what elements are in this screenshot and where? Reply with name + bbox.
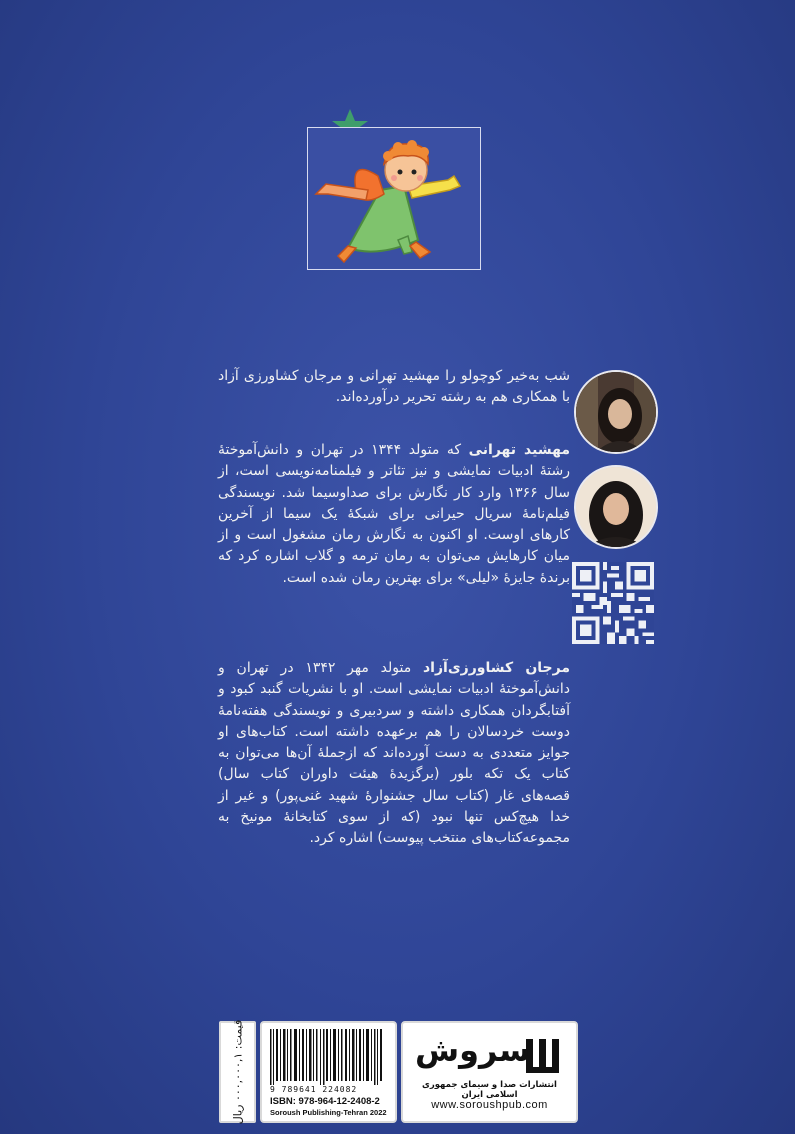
qr-code[interactable] xyxy=(572,562,654,644)
price-label: قیمت: ۰۰۰,۰۰۰,۱ ریال xyxy=(231,1019,244,1125)
author-name-marjan: مرجان کشاورزی‌آزاد xyxy=(422,660,570,676)
publisher-url[interactable]: www.soroushpub.com xyxy=(431,1099,548,1111)
bio-marjan xyxy=(218,658,570,850)
bio-mahshid xyxy=(218,440,570,589)
publisher-tagline: انتشارات صدا و سیمای جمهوری اسلامی ایران xyxy=(422,1080,557,1100)
price-label-box xyxy=(219,1021,256,1123)
isbn-code: ISBN: 978-964-12-2408-2 xyxy=(270,1096,380,1107)
angel-illustration xyxy=(307,127,481,270)
author-photo-mahshid xyxy=(574,370,658,454)
angel-icon xyxy=(308,128,480,269)
author-photo-marjan xyxy=(574,465,658,549)
bio-marjan-text: متولد مهر ۱۳۴۲ در تهران و دانش‌آموختهٔ ادبیات نمایشی است. او با نشریات گنبد کبود و آفتابگردان همکاری داشته و سردبیری و نویسندگی هفته‌نامهٔ دوست خردسالان را هم برعهده داشته است. کتاب‌های او جوایز متعددی به دست آورده‌اند که ازجملهٔ آن‌ها می‌توان به کتاب یک تکه بلور (برگزیدهٔ هیئت داوران کتاب سال) قصه‌های غار (کتاب سال جشنوارهٔ شهید غنی‌پور) و غیر از خدا هیچ‌کس تنها نبود (که از سوی کتابخانهٔ مونیخ به مجموعه‌کتاب‌های منتخب پیوست) اشاره کرد. xyxy=(218,660,570,847)
publisher-logo-text: سروش xyxy=(415,1031,531,1069)
author-name-mahshid: مهشید تهرانی xyxy=(468,442,570,458)
bio-mahshid-text: که متولد ۱۳۴۴ در تهران و دانش‌آموختهٔ رشتهٔ ادبیات نمایشی و نیز تئاتر و فیلمنامه‌نویسی است، از سال ۱۳۶۶ وارد کار نگارش برای صداوسیما شد. نویسندگی فیلم‌نامهٔ سریال حیرانی برای شبکهٔ یک سیما از آخرین کارهای اوست. او اکنون به نگارش رمان مشغول است و از میان کارهایش می‌توان به رمان ترمه و گلاب اشاره کرد که برندهٔ جایزهٔ «لیلی» برای بهترین رمان شده است. xyxy=(218,442,571,586)
isbn-box xyxy=(260,1021,397,1123)
intro-paragraph xyxy=(218,366,570,409)
publisher-logo-box xyxy=(401,1021,578,1123)
barcode-number: 9 789641 224082 xyxy=(270,1085,358,1094)
barcode-icon xyxy=(268,1029,388,1085)
intro-text: شب به‌خیر کوچولو را مهشید تهرانی و مرجان کشاورزی آزاد با همکاری هم به رشته تحریر درآورده‌اند. xyxy=(218,368,570,406)
publisher-imprint: Soroush Publishing-Tehran 2022 xyxy=(270,1108,387,1117)
